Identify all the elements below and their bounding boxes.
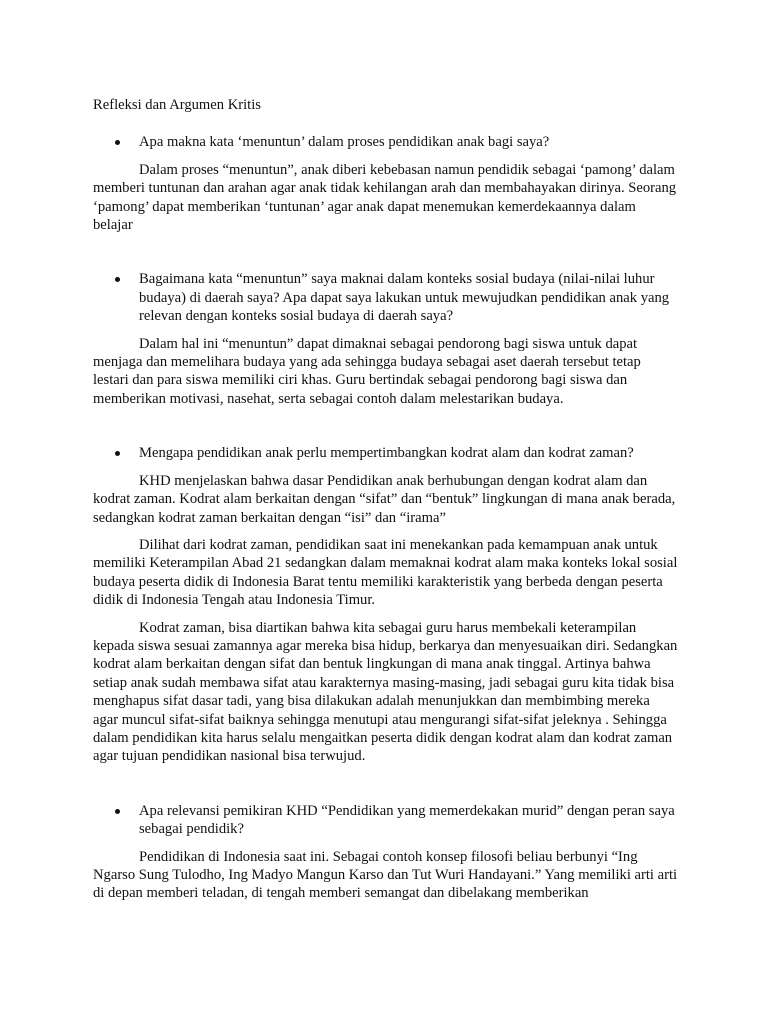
answer-3-paragraph-1: KHD menjelaskan bahwa dasar Pendidikan anak berhubungan dengan kodrat alam dan kodrat zaman. Kodrat alam berkaitan dengan “sifat” dan “bentuk” lingkungan di mana anak berada, sedangkan kodrat zaman berkaitan dengan “isi” dan “irama” bbox=[93, 472, 676, 526]
bullet-icon bbox=[115, 277, 120, 282]
question-4-text: Apa relevansi pemikiran KHD “Pendidikan yang memerdekakan murid” dengan peran saya sebagai pendidik? bbox=[139, 802, 675, 838]
question-1 bbox=[93, 133, 678, 151]
answer-3-paragraph-2: Dilihat dari kodrat zaman, pendidikan saat ini menekankan pada kemampuan anak untuk memiliki Keterampilan Abad 21 sedangkan dalam memaknai kodrat alam maka konteks lokal sosial budaya peserta didik di Indonesia Barat tentu memiliki karakteristik yang berbeda dengan peserta didik di Indonesia Tengah atau Indonesia Timur. bbox=[93, 536, 678, 609]
bullet-icon bbox=[115, 140, 120, 145]
question-1-text: Apa makna kata ‘menuntun’ dalam proses pendidikan anak bagi saya? bbox=[139, 134, 550, 151]
answer-2-paragraph-1: Dalam hal ini “menuntun” dapat dimaknai sebagai pendorong bagi siswa untuk dapat menjaga dan memelihara budaya yang ada sehingga budaya sebagai aset daerah tersebut tetap lestari dan para siswa memiliki ciri khas. Guru bertindak sebagai pendorong bagi siswa dan memberikan motivasi, nasehat, serta sebagai contoh dalam melestarikan budaya. bbox=[93, 335, 641, 407]
question-4 bbox=[93, 802, 678, 839]
question-3-text: Mengapa pendidikan anak perlu mempertimbangkan kodrat alam dan kodrat zaman? bbox=[139, 445, 634, 462]
section-1 bbox=[93, 133, 678, 234]
section-spacer bbox=[93, 775, 678, 802]
answer-3-paragraph-3: Kodrat zaman, bisa diartikan bahwa kita sebagai guru harus membekali keterampilan kepada siswa sesuai zamannya agar mereka bisa hidup, berkarya dan menyesuaikan diri. Sedangkan kodrat alam berkaitan dengan sifat dan bentuk lingkungan di mana anak tinggal. Artinya bahwa setiap anak sudah membawa sifat atau karakternya masing-masing, jadi sebagai guru kita tidak bisa menghapus sifat dasar tadi, yang bisa dilakukan adalah menunjukkan dan membimbing mereka agar muncul sifat-sifat baiknya sehingga menutupi atau mengurangi sifat-sifat jeleknya . Sehingga dalam pendidikan kita harus selalu mengaitkan peserta didik dengan kodrat alam dan kodrat zaman agar tujuan pendidikan nasional bisa terwujud. bbox=[93, 619, 678, 765]
section-2 bbox=[93, 270, 678, 408]
section-3 bbox=[93, 444, 678, 766]
answer-4-paragraph-1: Pendidikan di Indonesia saat ini. Sebagai contoh konsep filosofi beliau berbunyi “Ing Ngarso Sung Tulodho, Ing Madyo Mangun Karso dan Tut Wuri Handayani.” Yang memiliki arti arti di depan memberi teladan, di tengah memberi semangat dan dibelakang memberikan bbox=[93, 848, 678, 902]
bullet-icon bbox=[115, 451, 120, 456]
section-spacer bbox=[93, 417, 678, 444]
document-title: Refleksi dan Argumen Kritis bbox=[93, 97, 261, 113]
section-4 bbox=[93, 802, 678, 903]
section-spacer bbox=[93, 243, 678, 270]
bullet-icon bbox=[115, 809, 120, 814]
question-2 bbox=[93, 270, 678, 325]
question-3 bbox=[93, 444, 678, 462]
answer-1-paragraph-1: Dalam proses “menuntun”, anak diberi kebebasan namun pendidik sebagai ‘pamong’ dalam memberi tuntunan dan arahan agar anak tidak kehilangan arah dan membahayakan dirinya. Seorang ‘pamong’ dapat memberikan ‘tuntunan’ agar anak dapat menemukan kemerdekaannya dalam belajar bbox=[93, 161, 677, 234]
document-page bbox=[93, 96, 678, 912]
question-2-text: Bagaimana kata “menuntun” saya maknai dalam konteks sosial budaya (nilai-nilai luhur budaya) di daerah saya? Apa dapat saya lakukan untuk mewujudkan pendidikan anak yang relevan dengan konteks sosial budaya di daerah saya? bbox=[139, 271, 670, 325]
